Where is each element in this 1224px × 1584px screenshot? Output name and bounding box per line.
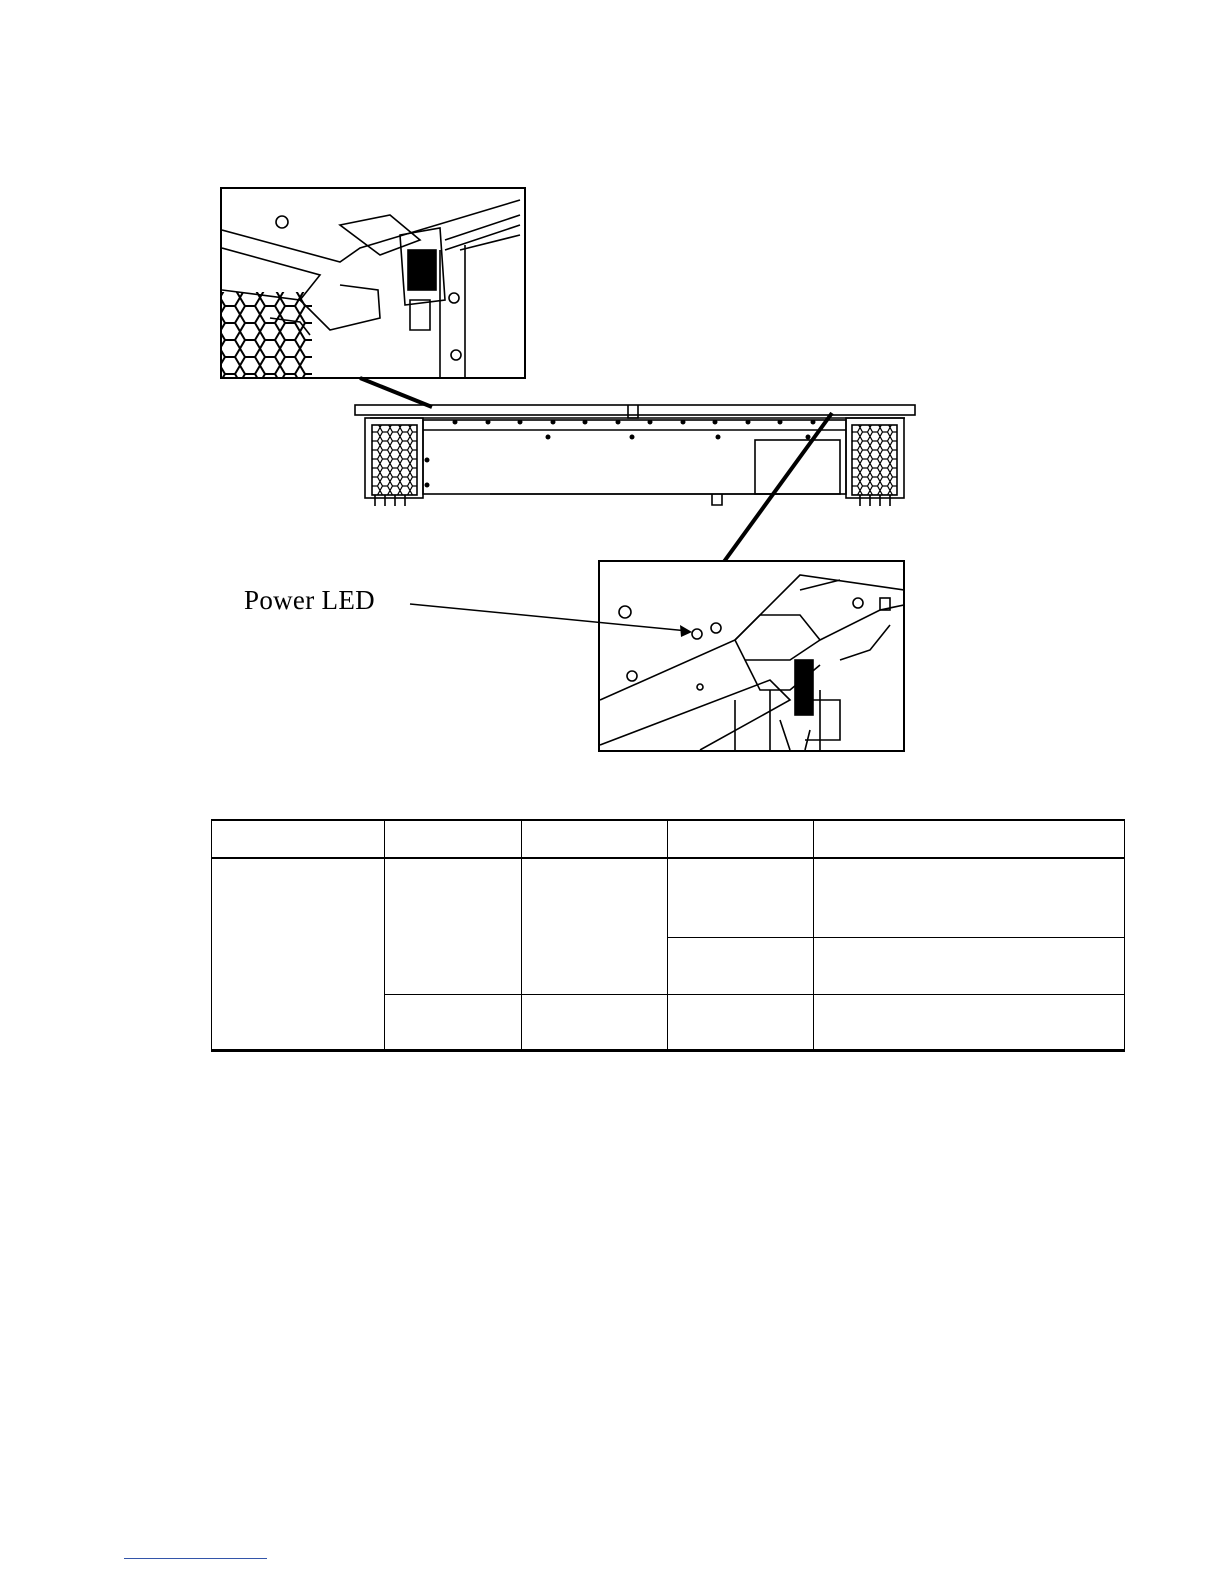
table-cell: [814, 995, 1125, 1051]
table-cell: [668, 995, 814, 1051]
table-cell: [385, 995, 522, 1051]
connector-line-right: [723, 413, 832, 563]
table-cell: [522, 858, 668, 995]
table-header-cell: [814, 820, 1125, 858]
table-cell: [522, 995, 668, 1051]
connector-line-left: [360, 378, 432, 407]
table-cell: [814, 858, 1125, 938]
table-cell: [212, 858, 385, 1051]
table-header-cell: [212, 820, 385, 858]
table-cell: [668, 858, 814, 938]
table-cell: [385, 858, 522, 995]
led-status-table: [211, 819, 1125, 1052]
footer-rule: [124, 1558, 267, 1559]
power-led-label: Power LED: [244, 585, 375, 615]
table-cell: [668, 938, 814, 995]
table-cell: [814, 938, 1125, 995]
chassis-front-view: [355, 405, 915, 506]
table-header-cell: [522, 820, 668, 858]
table-header-cell: [668, 820, 814, 858]
detail-inset-right: [599, 561, 904, 751]
table-row: [212, 858, 1125, 938]
table-header-cell: [385, 820, 522, 858]
table-header-row: [212, 820, 1125, 858]
detail-inset-left: [221, 188, 525, 382]
